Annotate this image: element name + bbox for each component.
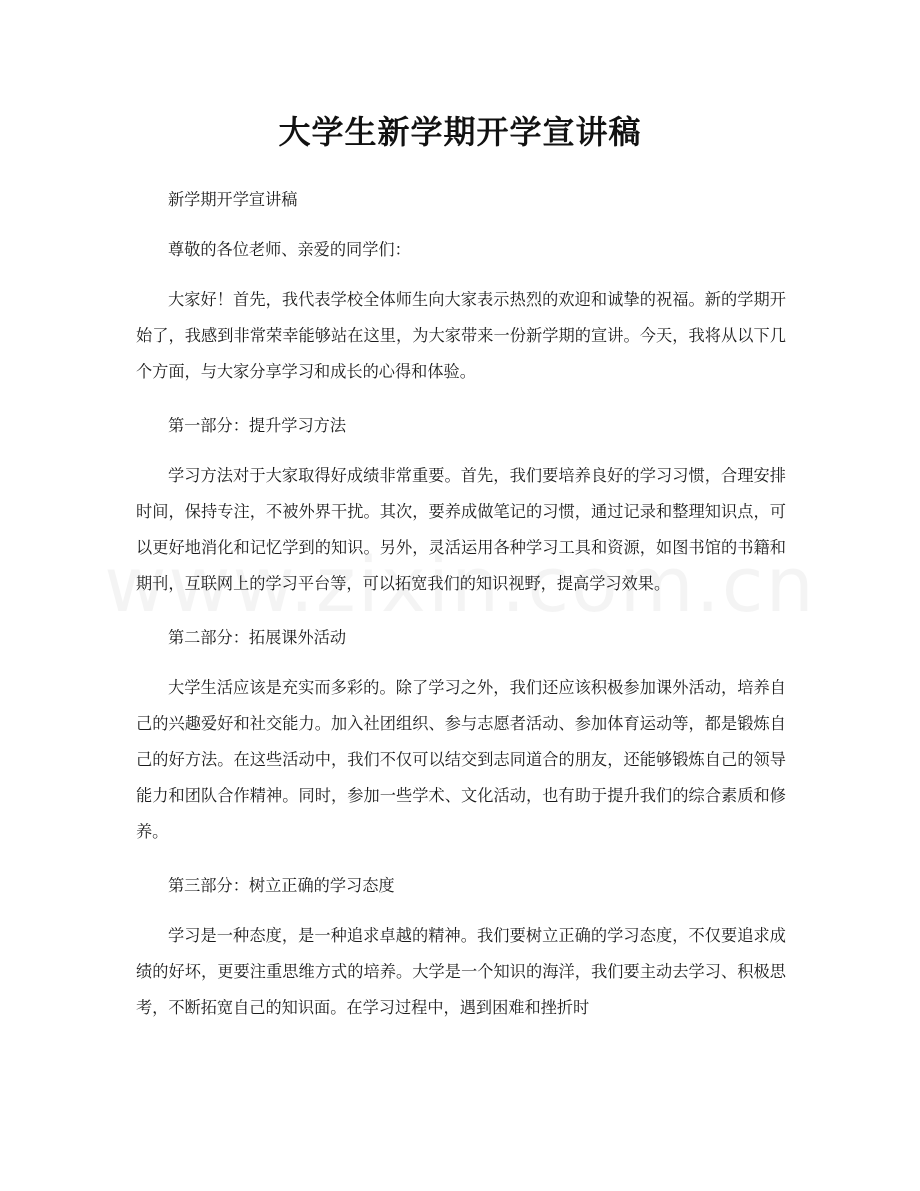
- intro-paragraph: 大家好！首先，我代表学校全体师生向大家表示热烈的欢迎和诚挚的祝福。新的学期开始了，我感到非常荣幸能够站在这里，为大家带来一份新学期的宣讲。今天，我将从以下几个方面，与大家分享学习和成长的心得和体验。: [136, 290, 786, 381]
- section-paragraph-2: 大学生活应该是充实而多彩的。除了学习之外，我们还应该积极参加课外活动，培养自己的兴趣爱好和社交能力。加入社团组织、参与志愿者活动、参加体育运动等，都是锻炼自己的好方法。在这些活动中，我们不仅可以结交到志同道合的朋友，还能够锻炼自己的领导能力和团队合作精神。同时，参加一些学术、文化活动，也有助于提升我们的综合素质和修养。: [136, 678, 786, 841]
- section-paragraph-3: 学习是一种态度，是一种追求卓越的精神。我们要树立正确的学习态度，不仅要追求成绩的好坏，更要注重思维方式的培养。大学是一个知识的海洋，我们要主动去学习、积极思考，不断拓宽自己的知识面。在学习过程中，遇到困难和挫折时: [136, 926, 786, 1017]
- section-heading-2: 第二部分：拓展课外活动: [168, 628, 347, 647]
- salutation-paragraph: 尊敬的各位老师、亲爱的同学们：: [168, 240, 411, 259]
- section-paragraph-1: 学习方法对于大家取得好成绩非常重要。首先，我们要培养良好的学习习惯，合理安排时间，保持专注，不被外界干扰。其次，要养成做笔记的习惯，通过记录和整理知识点，可以更好地消化和记忆学到的知识。另外，灵活运用各种学习工具和资源，如图书馆的书籍和期刊，互联网上的学习平台等，可以拓宽我们的知识视野，提高学习效果。: [136, 466, 786, 593]
- section-heading-1: 第一部分：提升学习方法: [168, 416, 347, 435]
- subtitle-paragraph: 新学期开学宣讲稿: [168, 190, 298, 209]
- document-body: [136, 182, 786, 1044]
- document-title: 大学生新学期开学宣讲稿: [278, 113, 642, 151]
- section-heading-3: 第三部分：树立正确的学习态度: [168, 876, 395, 895]
